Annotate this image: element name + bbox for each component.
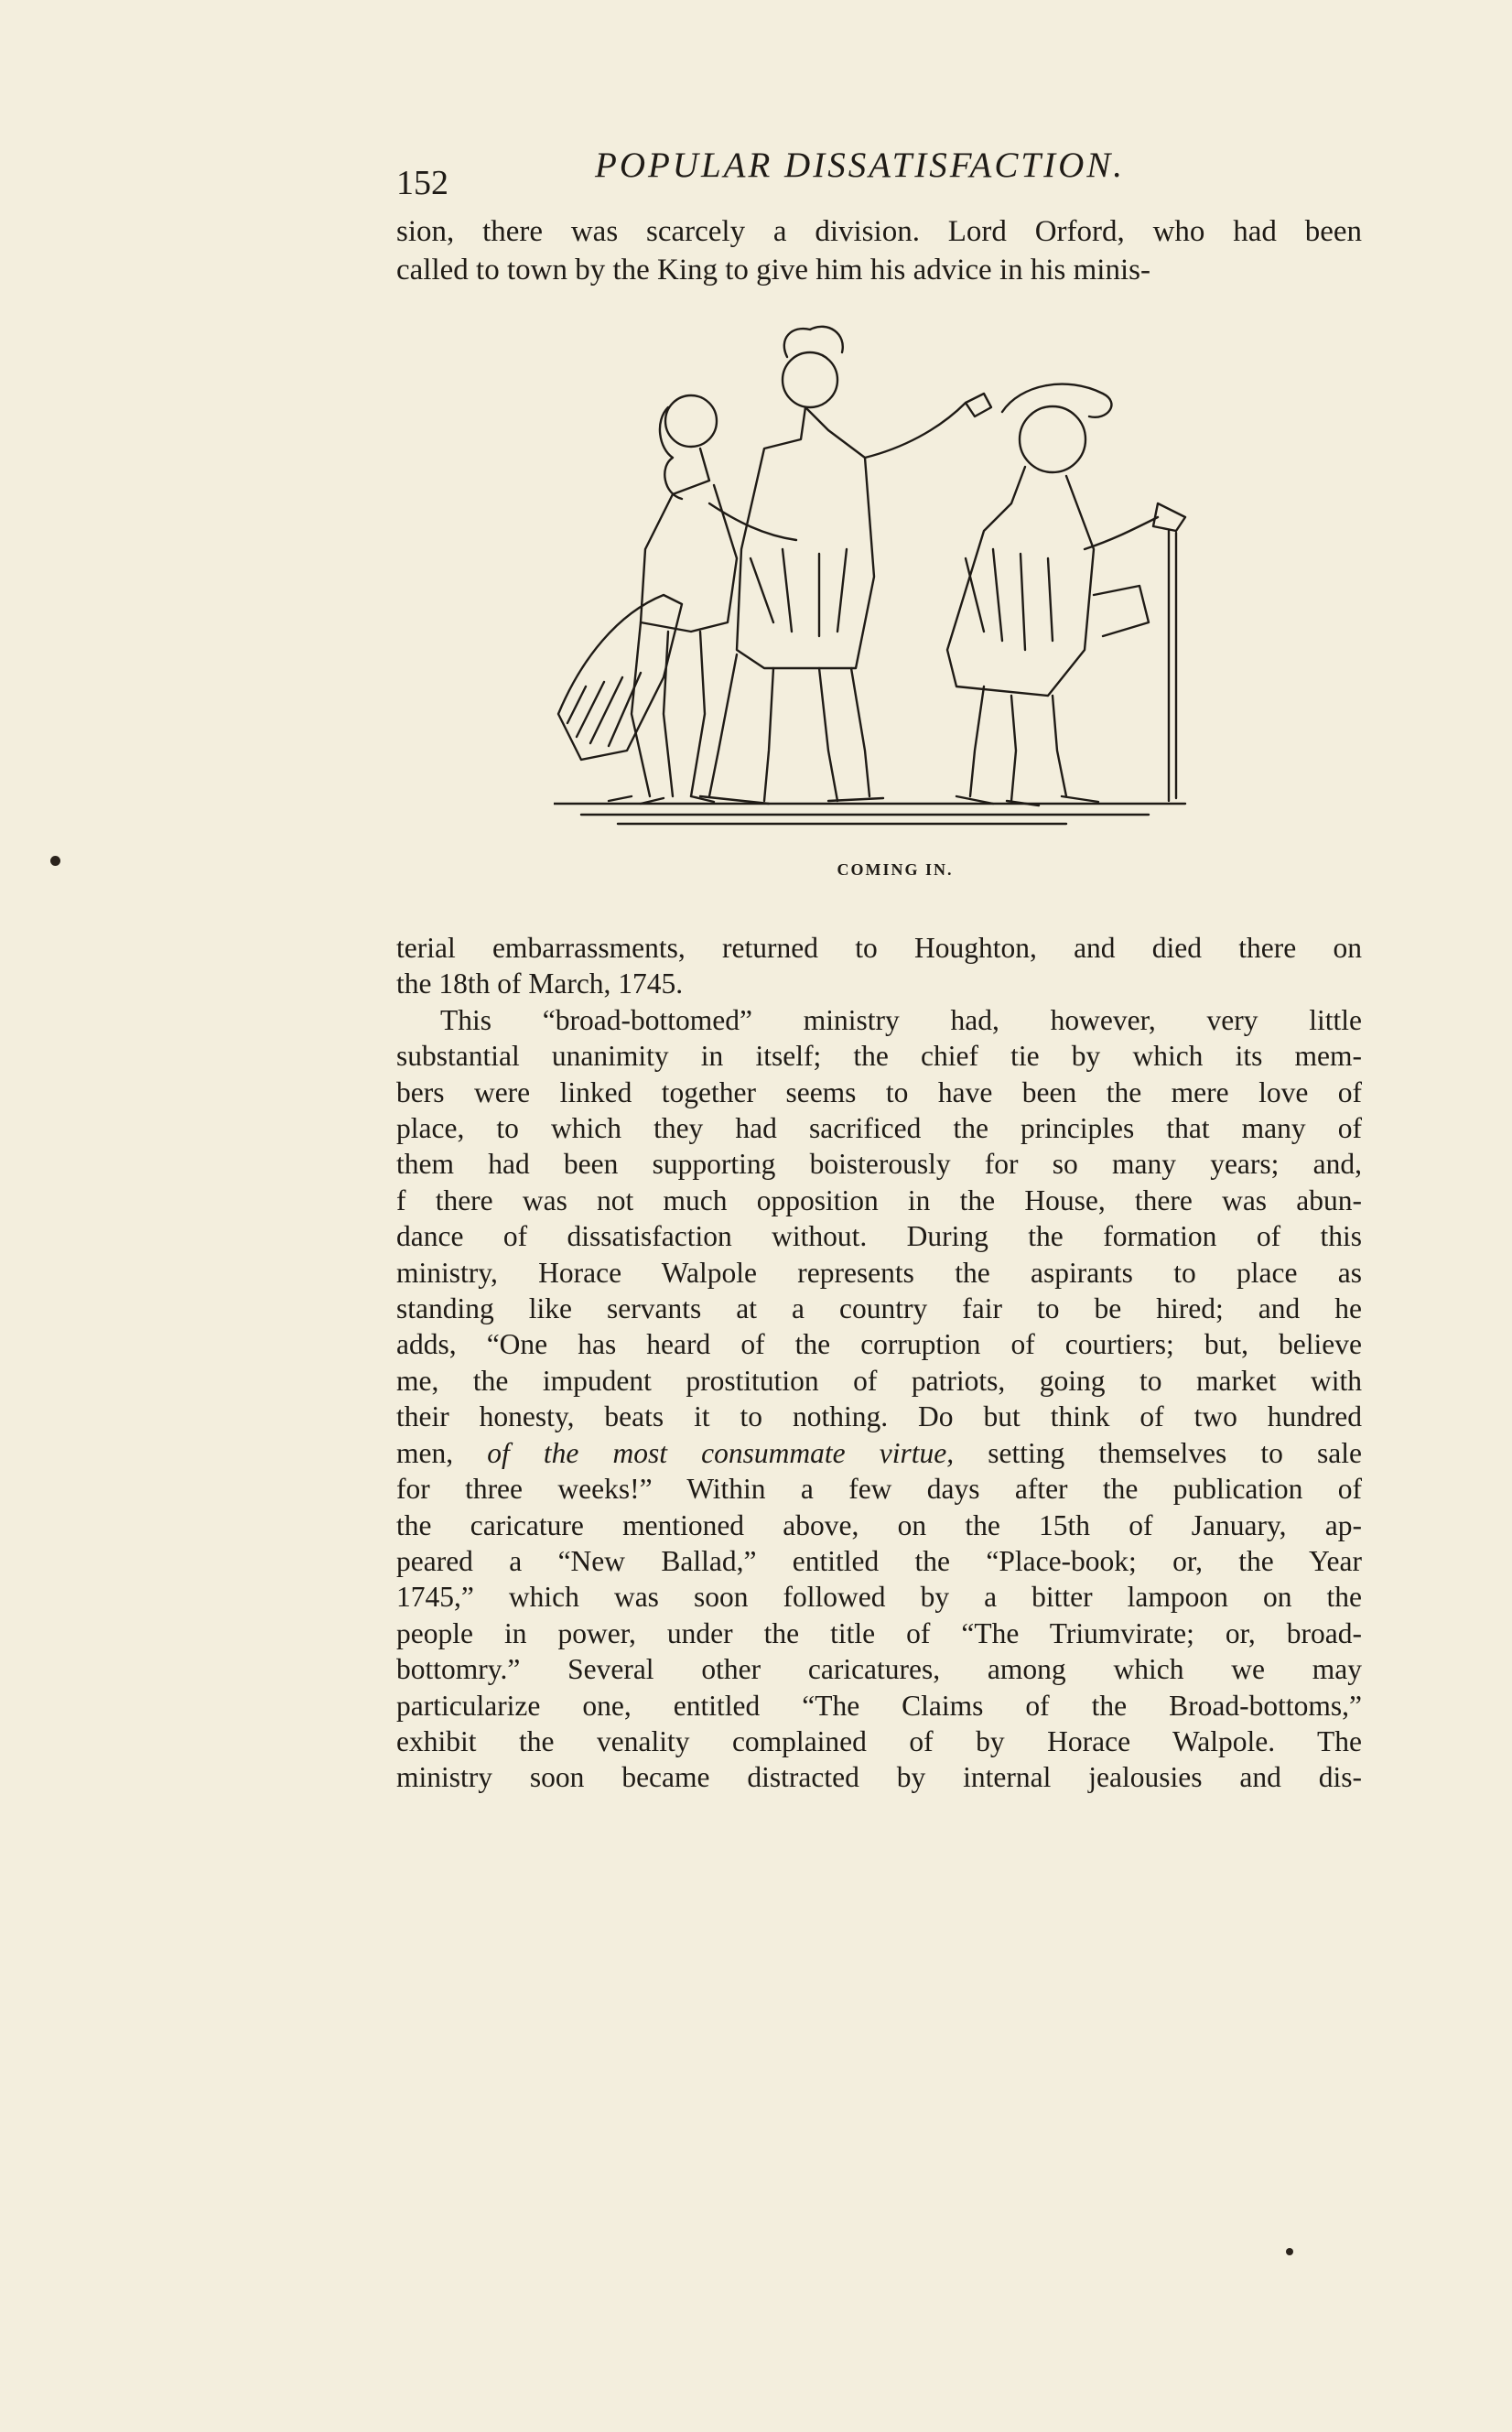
page-number: 152 (396, 164, 448, 202)
engraving-of-three-figures-icon (554, 320, 1194, 842)
text-line: ministry soon became distracted by internal jealousies and dis- (396, 1761, 1362, 1794)
text-line: dance of dissatisfaction without. During the formation of this (396, 1220, 1362, 1253)
text-line: the 18th of March, 1745. (396, 967, 684, 1000)
text-line: people in power, under the title of “The Triumvirate; or, broad- (396, 1616, 1362, 1649)
top-paragraph (396, 212, 1362, 289)
ink-speck (50, 856, 60, 866)
text-line: f there was not much opposition in the House, there was abun- (396, 1184, 1362, 1216)
text-line: bers were linked together seems to have been the mere love of (396, 1075, 1362, 1108)
text-line: standing like servants at a country fair to be hired; and he (396, 1292, 1362, 1325)
text-line: me, the impudent prostitution of patriots, going to market with (396, 1364, 1362, 1397)
text-line: exhibit the venality complained of by Horace Walpole. The (396, 1724, 1362, 1757)
text-line: peared a “New Ballad,” entitled the “Place-book; or, the Year (396, 1544, 1362, 1577)
text-line-with-italic: men, of the most consummate virtue, setting themselves to sale (396, 1436, 1363, 1469)
italic-emphasis: of the most consummate virtue, (487, 1436, 955, 1469)
text-line: terial embarrassments, returned to Houghton, and died there on (396, 932, 1362, 964)
text-line: particularize one, entitled “The Claims of the Broad-bottoms,” (396, 1689, 1362, 1722)
text-line: sion, there was scarcely a division. Lord Orford, who had been (396, 215, 1362, 248)
text-line: bottomry.” Several other caricatures, among which we may (396, 1653, 1362, 1686)
text-line: ministry, Horace Walpole represents the aspirants to place as (396, 1256, 1362, 1289)
text-line: 1745,” which was soon followed by a bitter lampoon on the (396, 1581, 1362, 1614)
body-text (396, 930, 1362, 1796)
figure-caption: COMING IN. (837, 860, 954, 879)
text-line: their honesty, beats it to nothing. Do but think of two hundred (396, 1400, 1362, 1433)
text-line: them had been supporting boisterously for so many years; and, (396, 1148, 1362, 1181)
text-line: the caricature mentioned above, on the 15th of January, ap- (396, 1508, 1362, 1541)
text-line: place, to which they had sacrificed the principles that many of (396, 1112, 1362, 1145)
running-title: POPULAR DISSATISFACTION. (595, 146, 1125, 185)
text-line: adds, “One has heard of the corruption of courtiers; but, believe (396, 1328, 1362, 1361)
text-line: This “broad-bottomed” ministry had, however, very little (440, 1003, 1362, 1036)
ink-speck (1286, 2248, 1293, 2255)
text-line: substantial unanimity in itself; the chief tie by which its mem- (396, 1040, 1362, 1073)
text-line: for three weeks!” Within a few days after the publication of (396, 1473, 1362, 1506)
text-line: called to town by the King to give him his advice in his minis- (396, 254, 1150, 286)
